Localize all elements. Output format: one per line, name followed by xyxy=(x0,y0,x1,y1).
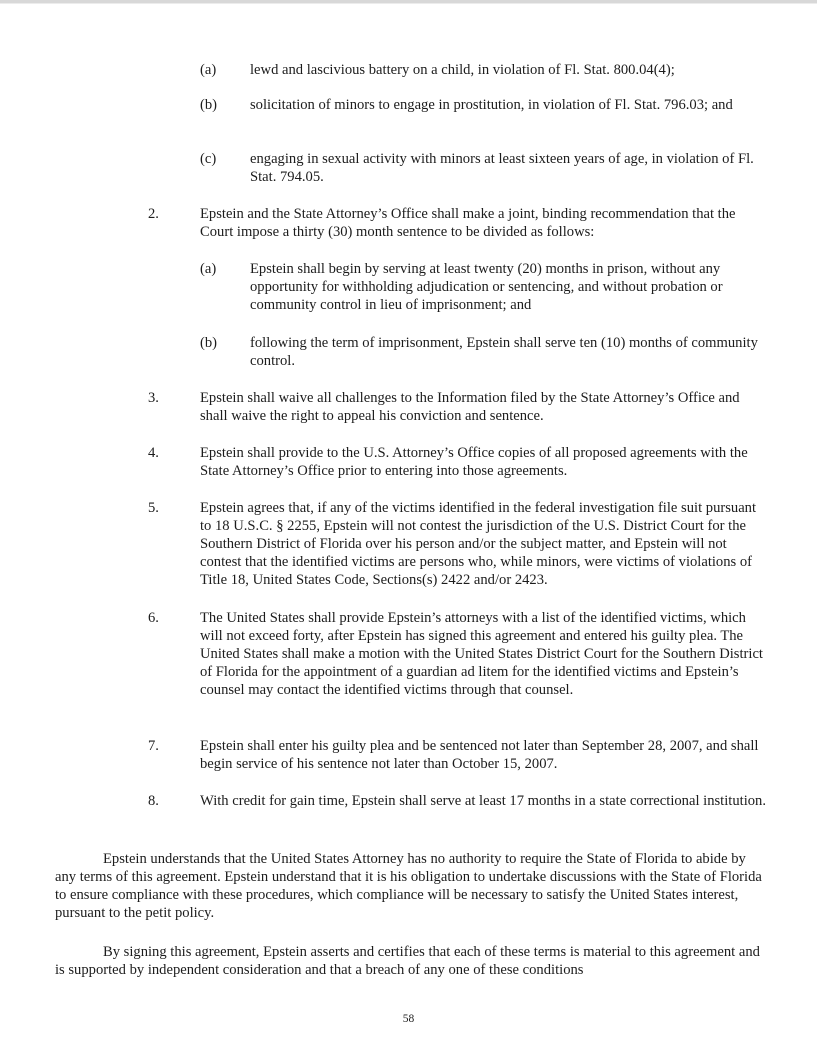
subclause-marker: (c) xyxy=(200,151,217,167)
item-text: Epstein shall provide to the U.S. Attorney’s Office copies of all proposed agreements with the State Attorney’s Office prior to entering into those agreements. xyxy=(200,445,748,479)
item-number: 8. xyxy=(148,793,159,809)
subclause-text: engaging in sexual activity with minors at least sixteen years of age, in violation of Fl. Stat. 794.05. xyxy=(250,151,754,185)
item-number: 2. xyxy=(148,206,159,222)
subclause-text: lewd and lascivious battery on a child, in violation of Fl. Stat. 800.04(4); xyxy=(250,62,675,78)
item-text: The United States shall provide Epstein’s attorneys with a list of the identified victims, which will not exceed forty, after Epstein has signed this agreement and entered his guilty plea. The United States shall make a motion with the United States District Court for the Southern District of Florida for the appointment of a guardian ad litem for the identified victims and Epstein’s counsel may contact the identified victims through that counsel. xyxy=(200,610,763,698)
subclause-text: solicitation of minors to engage in prostitution, in violation of Fl. Stat. 796.03; and xyxy=(250,97,733,113)
page-number: 58 xyxy=(402,1013,415,1025)
subclause-marker: (b) xyxy=(200,335,218,351)
item-number: 5. xyxy=(148,500,159,516)
item-text: With credit for gain time, Epstein shall serve at least 17 months in a state correctional institution. xyxy=(200,793,766,809)
subclause-text: Epstein shall begin by serving at least twenty (20) months in prison, without any opportunity for withholding adjudication or sentencing, and without probation or community control in lieu of imprisonment; and xyxy=(250,261,723,313)
item-number: 6. xyxy=(148,610,159,626)
item-text: Epstein and the State Attorney’s Office shall make a joint, binding recommendation that the Court impose a thirty (30) month sentence to be divided as follows: xyxy=(200,206,736,240)
item-number: 3. xyxy=(148,390,159,406)
subclause-marker: (a) xyxy=(200,62,217,78)
item-text: Epstein shall enter his guilty plea and be sentenced not later than September 28, 2007, and shall begin service of his sentence not later than October 15, 2007. xyxy=(200,738,759,772)
item-text: Epstein agrees that, if any of the victims identified in the federal investigation file suit pursuant to 18 U.S.C. § 2255, Epstein will not contest the jurisdiction of the U.S. District Court for the Southern District of Florida over his person and/or the subject matter, and Epstein will not contest that the identified victims are persons who, while minors, were victims of violations of Title 18, United States Code, Sections(s) 2422 and/or 2423. xyxy=(200,500,757,588)
item-number: 7. xyxy=(148,738,159,754)
subclause-marker: (a) xyxy=(200,261,217,277)
subclause-marker: (b) xyxy=(200,97,218,113)
body-paragraph: Epstein understands that the United States Attorney has no authority to require the State of Florida to abide by any terms of this agreement. Epstein understand that it is his obligation to undertake discussions with the State of Florida to ensure compliance with these procedures, which compliance will be necessary to satisfy the United States interest, pursuant to the petit policy. xyxy=(55,851,762,921)
item-number: 4. xyxy=(148,445,159,461)
item-text: Epstein shall waive all challenges to the Information filed by the State Attorney’s Office and shall waive the right to appeal his conviction and sentence. xyxy=(200,390,740,424)
subclause-text: following the term of imprisonment, Epstein shall serve ten (10) months of community control. xyxy=(250,335,758,369)
body-paragraph: By signing this agreement, Epstein asserts and certifies that each of these terms is material to this agreement and is supported by independent consideration and that a breach of any one of these conditions xyxy=(55,944,760,978)
